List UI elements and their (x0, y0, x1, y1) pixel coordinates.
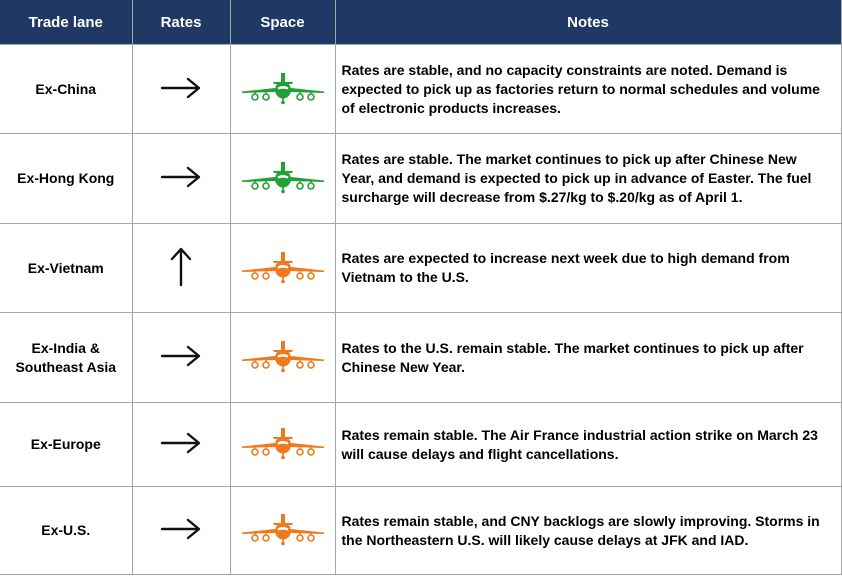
header-rates: Rates (132, 0, 230, 45)
trade-lane-cell (0, 224, 132, 313)
rate-cell (132, 45, 230, 134)
notes-cell (335, 313, 841, 403)
trade-lane-cell (0, 313, 132, 403)
space-cell (230, 45, 335, 134)
trade-lane-label: Ex-India & Southeast Asia (15, 339, 117, 375)
airplane-green-icon (240, 71, 326, 105)
space-cell (230, 134, 335, 224)
header-space: Space (230, 0, 335, 45)
rate-cell (132, 313, 230, 403)
space-cell (230, 403, 335, 487)
table-row (0, 313, 841, 403)
rate-cell (132, 487, 230, 575)
airplane-green-icon (240, 160, 326, 194)
notes-text: Rates remain stable, and CNY backlogs are slowly improving. Storms in the Northeastern U.S. will likely cause delays at JFK and IAD. (341, 512, 820, 548)
rate-cell (132, 403, 230, 487)
table-row (0, 134, 841, 224)
arrow-right-icon (160, 432, 202, 454)
header-trade-lane: Trade lane (0, 0, 132, 45)
rate-cell (132, 224, 230, 313)
trade-lane-label: Ex-U.S. (41, 522, 91, 538)
trade-lane-label: Ex-Europe (30, 436, 101, 452)
arrow-up-icon (169, 247, 193, 287)
trade-lane-cell (0, 45, 132, 134)
table-row (0, 487, 841, 575)
arrow-right-icon (160, 518, 202, 540)
notes-cell (335, 134, 841, 224)
notes-text: Rates to the U.S. remain stable. The market continues to pick up after Chinese New Year. (341, 339, 804, 375)
notes-text: Rates are stable. The market continues to pick up after Chinese New Year, and demand is expected to pick up in advance of Easter. The fuel surcharge will decrease from $.27/kg to $.20/kg as of April 1. (341, 151, 812, 205)
notes-text: Rates are expected to increase next week due to high demand from Vietnam to the U.S. (341, 250, 790, 285)
header-row (0, 0, 841, 45)
table-row (0, 403, 841, 487)
airplane-orange-icon (240, 339, 326, 373)
notes-cell (335, 224, 841, 313)
arrow-right-icon (160, 166, 202, 188)
notes-text: Rates remain stable. The Air France industrial action strike on March 23 will cause delays and flight cancellations. (341, 426, 818, 462)
space-cell (230, 313, 335, 403)
arrow-right-icon (160, 345, 202, 367)
trade-lane-cell (0, 403, 132, 487)
trade-lane-label: Ex-Vietnam (27, 259, 104, 276)
table-row (0, 224, 841, 313)
trade-lane-label: Ex-Hong Kong (17, 170, 115, 186)
notes-text: Rates are stable, and no capacity constraints are noted. Demand is expected to pick up as factories return to normal schedules and volume of electronic products increases. (341, 61, 820, 116)
rate-cell (132, 134, 230, 224)
table-row (0, 45, 841, 134)
airplane-orange-icon (240, 512, 326, 546)
trade-lane-cell (0, 487, 132, 575)
notes-cell (335, 45, 841, 134)
trade-lane-cell (0, 134, 132, 224)
notes-cell (335, 487, 841, 575)
space-cell (230, 224, 335, 313)
space-cell (230, 487, 335, 575)
airplane-orange-icon (240, 250, 326, 284)
notes-cell (335, 403, 841, 487)
trade-lane-label: Ex-China (35, 80, 97, 97)
airplane-orange-icon (240, 426, 326, 460)
header-notes: Notes (335, 0, 841, 45)
arrow-right-icon (160, 77, 202, 99)
